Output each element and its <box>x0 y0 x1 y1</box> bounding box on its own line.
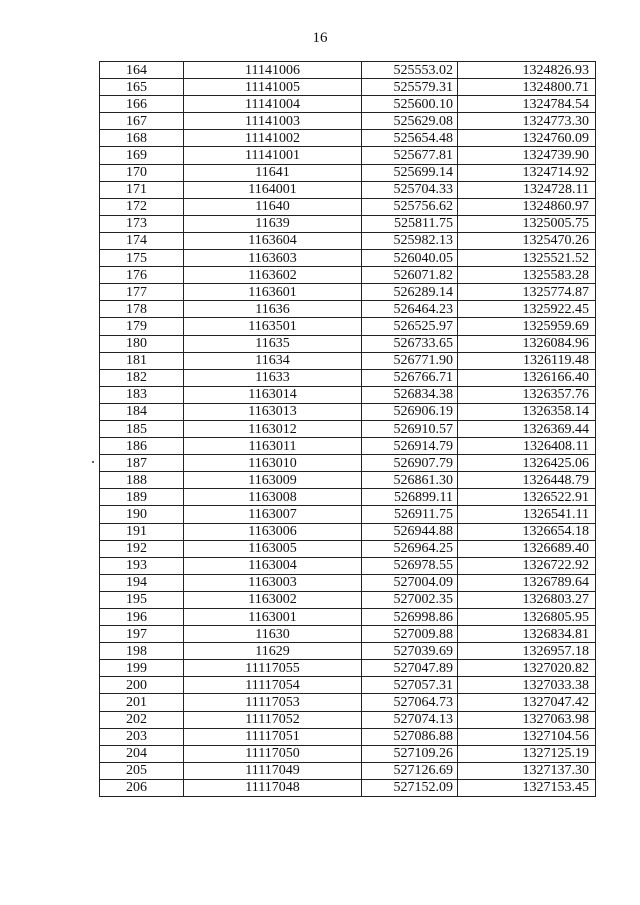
point-id-cell: 11117048 <box>184 779 362 796</box>
point-id-cell: 1163603 <box>184 250 362 267</box>
y-coordinate-cell: 1324739.90 <box>458 147 596 164</box>
table-row <box>100 403 596 420</box>
coordinates-table <box>99 61 596 797</box>
y-coordinate-cell: 1324714.92 <box>458 164 596 181</box>
y-coordinate-cell: 1326789.64 <box>458 574 596 591</box>
table-row <box>100 540 596 557</box>
point-number-cell: 200 <box>100 677 184 694</box>
point-id-cell: 1163003 <box>184 574 362 591</box>
point-number-cell: 169 <box>100 147 184 164</box>
x-coordinate-cell: 526944.88 <box>362 523 458 540</box>
point-number-cell: 175 <box>100 250 184 267</box>
y-coordinate-cell: 1327153.45 <box>458 779 596 796</box>
y-coordinate-cell: 1325005.75 <box>458 215 596 232</box>
x-coordinate-cell: 527126.69 <box>362 762 458 779</box>
table-row <box>100 574 596 591</box>
point-id-cell: 11117055 <box>184 660 362 677</box>
table-row <box>100 472 596 489</box>
x-coordinate-cell: 526911.75 <box>362 506 458 523</box>
x-coordinate-cell: 526771.90 <box>362 352 458 369</box>
point-id-cell: 1163011 <box>184 438 362 455</box>
x-coordinate-cell: 525677.81 <box>362 147 458 164</box>
y-coordinate-cell: 1327125.19 <box>458 745 596 762</box>
point-id-cell: 1163012 <box>184 420 362 437</box>
table-row <box>100 711 596 728</box>
table-row <box>100 164 596 181</box>
point-number-cell: 186 <box>100 438 184 455</box>
x-coordinate-cell: 526861.30 <box>362 472 458 489</box>
table-row <box>100 215 596 232</box>
x-coordinate-cell: 525600.10 <box>362 96 458 113</box>
point-id-cell: 11640 <box>184 198 362 215</box>
y-coordinate-cell: 1324784.54 <box>458 96 596 113</box>
point-number-cell: 196 <box>100 609 184 626</box>
point-number-cell: 165 <box>100 79 184 96</box>
table-row <box>100 420 596 437</box>
point-number-cell: 173 <box>100 215 184 232</box>
y-coordinate-cell: 1326654.18 <box>458 523 596 540</box>
table-row <box>100 386 596 403</box>
stray-dot <box>92 461 94 463</box>
table-row <box>100 506 596 523</box>
x-coordinate-cell: 527004.09 <box>362 574 458 591</box>
table-row <box>100 728 596 745</box>
point-number-cell: 176 <box>100 267 184 284</box>
y-coordinate-cell: 1325959.69 <box>458 318 596 335</box>
y-coordinate-cell: 1326448.79 <box>458 472 596 489</box>
x-coordinate-cell: 525756.62 <box>362 198 458 215</box>
y-coordinate-cell: 1327137.30 <box>458 762 596 779</box>
point-id-cell: 11141005 <box>184 79 362 96</box>
y-coordinate-cell: 1325922.45 <box>458 301 596 318</box>
x-coordinate-cell: 526910.57 <box>362 420 458 437</box>
x-coordinate-cell: 526464.23 <box>362 301 458 318</box>
y-coordinate-cell: 1326689.40 <box>458 540 596 557</box>
table-row <box>100 284 596 301</box>
point-number-cell: 183 <box>100 386 184 403</box>
table-row <box>100 318 596 335</box>
y-coordinate-cell: 1324860.97 <box>458 198 596 215</box>
y-coordinate-cell: 1324760.09 <box>458 130 596 147</box>
y-coordinate-cell: 1327104.56 <box>458 728 596 745</box>
table-row <box>100 745 596 762</box>
point-id-cell: 1163006 <box>184 523 362 540</box>
table-row <box>100 352 596 369</box>
point-id-cell: 11117051 <box>184 728 362 745</box>
x-coordinate-cell: 526998.86 <box>362 609 458 626</box>
point-number-cell: 203 <box>100 728 184 745</box>
y-coordinate-cell: 1326119.48 <box>458 352 596 369</box>
point-id-cell: 11141003 <box>184 113 362 130</box>
x-coordinate-cell: 527152.09 <box>362 779 458 796</box>
x-coordinate-cell: 525811.75 <box>362 215 458 232</box>
table-row <box>100 779 596 796</box>
point-id-cell: 1163501 <box>184 318 362 335</box>
point-id-cell: 11141002 <box>184 130 362 147</box>
table-row <box>100 489 596 506</box>
x-coordinate-cell: 525982.13 <box>362 232 458 249</box>
point-id-cell: 11633 <box>184 369 362 386</box>
table-row <box>100 369 596 386</box>
y-coordinate-cell: 1326358.14 <box>458 403 596 420</box>
point-number-cell: 204 <box>100 745 184 762</box>
point-number-cell: 180 <box>100 335 184 352</box>
y-coordinate-cell: 1326408.11 <box>458 438 596 455</box>
table-row <box>100 232 596 249</box>
table-row <box>100 96 596 113</box>
x-coordinate-cell: 527039.69 <box>362 643 458 660</box>
point-id-cell: 11641 <box>184 164 362 181</box>
x-coordinate-cell: 527009.88 <box>362 626 458 643</box>
y-coordinate-cell: 1325583.28 <box>458 267 596 284</box>
y-coordinate-cell: 1326425.06 <box>458 455 596 472</box>
point-id-cell: 1163001 <box>184 609 362 626</box>
point-id-cell: 11117052 <box>184 711 362 728</box>
point-number-cell: 191 <box>100 523 184 540</box>
y-coordinate-cell: 1325521.52 <box>458 250 596 267</box>
y-coordinate-cell: 1326541.11 <box>458 506 596 523</box>
point-number-cell: 201 <box>100 694 184 711</box>
point-id-cell: 1163009 <box>184 472 362 489</box>
page-number: 16 <box>312 30 328 46</box>
point-id-cell: 11141004 <box>184 96 362 113</box>
table-row <box>100 677 596 694</box>
x-coordinate-cell: 527074.13 <box>362 711 458 728</box>
point-number-cell: 190 <box>100 506 184 523</box>
x-coordinate-cell: 526525.97 <box>362 318 458 335</box>
point-id-cell: 11141006 <box>184 62 362 79</box>
x-coordinate-cell: 526766.71 <box>362 369 458 386</box>
point-id-cell: 1164001 <box>184 181 362 198</box>
point-id-cell: 11630 <box>184 626 362 643</box>
point-number-cell: 202 <box>100 711 184 728</box>
point-id-cell: 1163604 <box>184 232 362 249</box>
point-number-cell: 172 <box>100 198 184 215</box>
table-row <box>100 335 596 352</box>
point-number-cell: 197 <box>100 626 184 643</box>
x-coordinate-cell: 526733.65 <box>362 335 458 352</box>
point-id-cell: 1163602 <box>184 267 362 284</box>
table-row <box>100 523 596 540</box>
table-row <box>100 557 596 574</box>
table-row <box>100 694 596 711</box>
x-coordinate-cell: 526907.79 <box>362 455 458 472</box>
point-id-cell: 1163014 <box>184 386 362 403</box>
point-number-cell: 185 <box>100 420 184 437</box>
point-id-cell: 11117054 <box>184 677 362 694</box>
table-row <box>100 591 596 608</box>
point-id-cell: 11117049 <box>184 762 362 779</box>
y-coordinate-cell: 1326803.27 <box>458 591 596 608</box>
point-number-cell: 177 <box>100 284 184 301</box>
point-id-cell: 1163004 <box>184 557 362 574</box>
point-number-cell: 205 <box>100 762 184 779</box>
point-number-cell: 199 <box>100 660 184 677</box>
y-coordinate-cell: 1327047.42 <box>458 694 596 711</box>
x-coordinate-cell: 525579.31 <box>362 79 458 96</box>
point-number-cell: 194 <box>100 574 184 591</box>
point-id-cell: 11636 <box>184 301 362 318</box>
point-id-cell: 1163010 <box>184 455 362 472</box>
y-coordinate-cell: 1324773.30 <box>458 113 596 130</box>
point-number-cell: 182 <box>100 369 184 386</box>
point-id-cell: 1163002 <box>184 591 362 608</box>
point-number-cell: 206 <box>100 779 184 796</box>
point-number-cell: 166 <box>100 96 184 113</box>
point-id-cell: 11634 <box>184 352 362 369</box>
y-coordinate-cell: 1326805.95 <box>458 609 596 626</box>
table-row <box>100 762 596 779</box>
table-row <box>100 455 596 472</box>
point-id-cell: 11141001 <box>184 147 362 164</box>
x-coordinate-cell: 526071.82 <box>362 267 458 284</box>
x-coordinate-cell: 526964.25 <box>362 540 458 557</box>
x-coordinate-cell: 526834.38 <box>362 386 458 403</box>
y-coordinate-cell: 1326834.81 <box>458 626 596 643</box>
x-coordinate-cell: 526906.19 <box>362 403 458 420</box>
x-coordinate-cell: 527002.35 <box>362 591 458 608</box>
y-coordinate-cell: 1326369.44 <box>458 420 596 437</box>
point-number-cell: 171 <box>100 181 184 198</box>
y-coordinate-cell: 1327020.82 <box>458 660 596 677</box>
point-number-cell: 193 <box>100 557 184 574</box>
point-id-cell: 1163008 <box>184 489 362 506</box>
table-row <box>100 660 596 677</box>
point-number-cell: 192 <box>100 540 184 557</box>
table-row <box>100 267 596 284</box>
x-coordinate-cell: 525654.48 <box>362 130 458 147</box>
point-number-cell: 178 <box>100 301 184 318</box>
x-coordinate-cell: 525629.08 <box>362 113 458 130</box>
table-row <box>100 147 596 164</box>
x-coordinate-cell: 527047.89 <box>362 660 458 677</box>
point-number-cell: 181 <box>100 352 184 369</box>
point-number-cell: 198 <box>100 643 184 660</box>
point-number-cell: 189 <box>100 489 184 506</box>
y-coordinate-cell: 1325774.87 <box>458 284 596 301</box>
point-number-cell: 187 <box>100 455 184 472</box>
y-coordinate-cell: 1327063.98 <box>458 711 596 728</box>
point-number-cell: 168 <box>100 130 184 147</box>
x-coordinate-cell: 526289.14 <box>362 284 458 301</box>
point-number-cell: 174 <box>100 232 184 249</box>
x-coordinate-cell: 527086.88 <box>362 728 458 745</box>
y-coordinate-cell: 1324728.11 <box>458 181 596 198</box>
x-coordinate-cell: 526978.55 <box>362 557 458 574</box>
point-id-cell: 11117050 <box>184 745 362 762</box>
x-coordinate-cell: 525699.14 <box>362 164 458 181</box>
point-id-cell: 11629 <box>184 643 362 660</box>
y-coordinate-cell: 1325470.26 <box>458 232 596 249</box>
point-id-cell: 1163007 <box>184 506 362 523</box>
point-number-cell: 164 <box>100 62 184 79</box>
table-row <box>100 130 596 147</box>
x-coordinate-cell: 527064.73 <box>362 694 458 711</box>
x-coordinate-cell: 526914.79 <box>362 438 458 455</box>
table-row <box>100 62 596 79</box>
point-number-cell: 195 <box>100 591 184 608</box>
y-coordinate-cell: 1324800.71 <box>458 79 596 96</box>
y-coordinate-cell: 1326722.92 <box>458 557 596 574</box>
table-row <box>100 609 596 626</box>
point-id-cell: 11639 <box>184 215 362 232</box>
x-coordinate-cell: 526899.11 <box>362 489 458 506</box>
point-id-cell: 1163601 <box>184 284 362 301</box>
table-row <box>100 113 596 130</box>
y-coordinate-cell: 1326084.96 <box>458 335 596 352</box>
y-coordinate-cell: 1326957.18 <box>458 643 596 660</box>
table-row <box>100 643 596 660</box>
y-coordinate-cell: 1326166.40 <box>458 369 596 386</box>
point-number-cell: 188 <box>100 472 184 489</box>
point-id-cell: 11117053 <box>184 694 362 711</box>
x-coordinate-cell: 525553.02 <box>362 62 458 79</box>
table-row <box>100 301 596 318</box>
point-id-cell: 11635 <box>184 335 362 352</box>
x-coordinate-cell: 526040.05 <box>362 250 458 267</box>
table-body <box>100 62 596 797</box>
table-row <box>100 438 596 455</box>
point-number-cell: 179 <box>100 318 184 335</box>
table-row <box>100 626 596 643</box>
y-coordinate-cell: 1324826.93 <box>458 62 596 79</box>
point-id-cell: 1163013 <box>184 403 362 420</box>
y-coordinate-cell: 1326357.76 <box>458 386 596 403</box>
x-coordinate-cell: 525704.33 <box>362 181 458 198</box>
y-coordinate-cell: 1326522.91 <box>458 489 596 506</box>
table-row <box>100 79 596 96</box>
point-number-cell: 170 <box>100 164 184 181</box>
point-number-cell: 184 <box>100 403 184 420</box>
point-id-cell: 1163005 <box>184 540 362 557</box>
table-row <box>100 250 596 267</box>
y-coordinate-cell: 1327033.38 <box>458 677 596 694</box>
table-row <box>100 198 596 215</box>
table-row <box>100 181 596 198</box>
x-coordinate-cell: 527109.26 <box>362 745 458 762</box>
point-number-cell: 167 <box>100 113 184 130</box>
x-coordinate-cell: 527057.31 <box>362 677 458 694</box>
